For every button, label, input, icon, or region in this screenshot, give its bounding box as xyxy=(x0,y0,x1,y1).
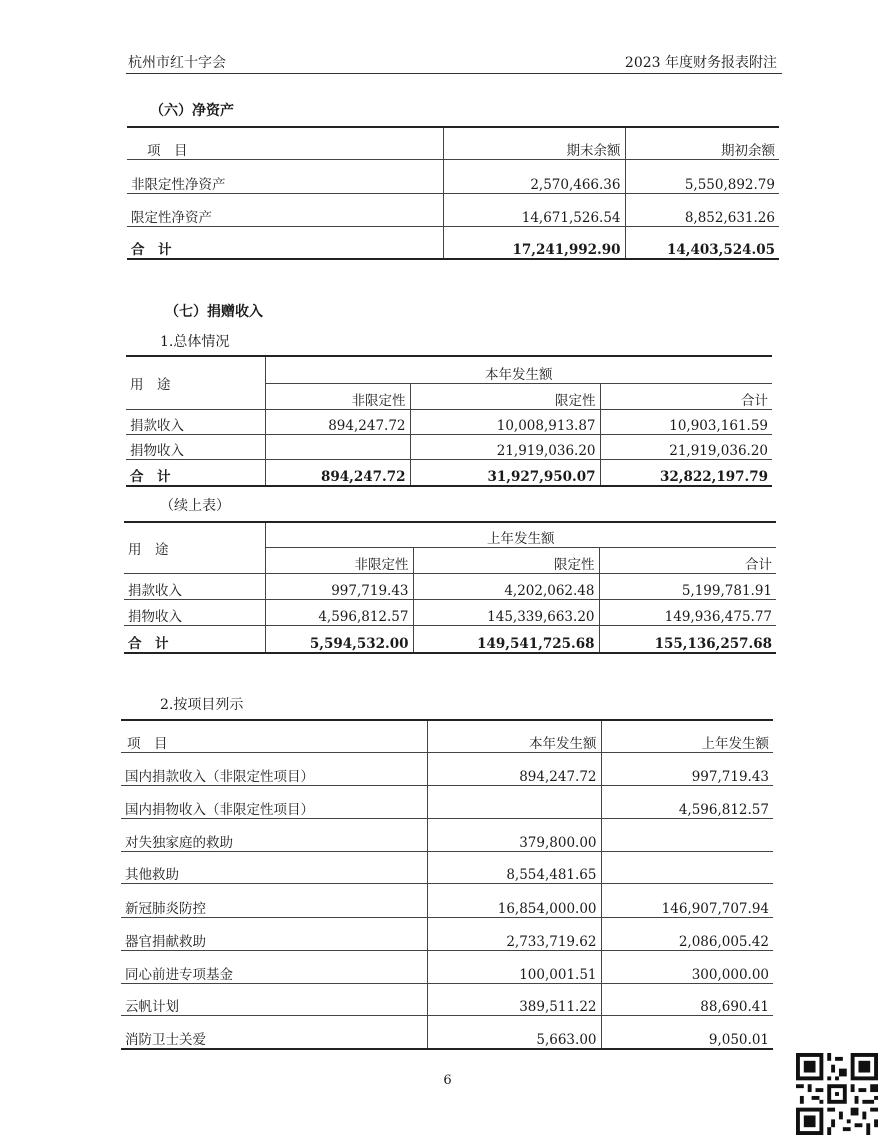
table-row xyxy=(121,1015,773,1049)
cell-value: 10,008,913.87 xyxy=(410,409,600,434)
cell-value: 14,671,526.54 xyxy=(443,193,625,226)
row-label: 消防卫士关爱 xyxy=(121,1015,427,1049)
table-row xyxy=(121,785,773,818)
qr-code-icon xyxy=(796,1053,878,1135)
column-header: 合计 xyxy=(600,383,772,409)
cell-value: 997,719.43 xyxy=(601,752,773,785)
by-project-title: 2.按项目列示 xyxy=(160,697,244,713)
table-header-row xyxy=(121,720,773,752)
table-row xyxy=(126,434,772,459)
cell-value xyxy=(427,785,601,818)
column-header: 合计 xyxy=(599,547,776,573)
cell-value: 155,136,257.68 xyxy=(599,625,776,653)
table-row xyxy=(121,818,773,851)
table-row xyxy=(121,950,773,983)
cell-value: 145,339,663.20 xyxy=(413,599,599,625)
cell-value: 21,919,036.20 xyxy=(600,434,772,459)
row-label: 新冠肺炎防控 xyxy=(121,883,427,917)
cell-value: 4,596,812.57 xyxy=(601,785,773,818)
continued-label: （续上表） xyxy=(160,498,230,514)
column-header: 项 目 xyxy=(121,720,427,752)
cell-value: 8,554,481.65 xyxy=(427,851,601,883)
column-header: 限定性 xyxy=(410,383,600,409)
row-label: 捐物收入 xyxy=(126,434,265,459)
column-header: 非限定性 xyxy=(265,547,413,573)
row-label: 国内捐物收入（非限定性项目） xyxy=(121,785,427,818)
table-row xyxy=(124,573,776,599)
header-report-title: 2023 年度财务报表附注 xyxy=(624,55,777,71)
column-header: 本年发生额 xyxy=(427,720,601,752)
cell-value: 894,247.72 xyxy=(427,752,601,785)
cell-value: 5,550,892.79 xyxy=(625,159,779,193)
total-row xyxy=(127,226,779,259)
column-header: 用 途 xyxy=(126,356,265,409)
table-row xyxy=(124,599,776,625)
cell-value: 4,202,062.48 xyxy=(413,573,599,599)
net-assets-table xyxy=(127,126,779,260)
cell-value: 9,050.01 xyxy=(601,1015,773,1049)
donation-current-table xyxy=(126,355,772,487)
row-label: 捐款收入 xyxy=(124,573,265,599)
table-header-row xyxy=(126,356,772,383)
row-label: 限定性净资产 xyxy=(127,193,443,226)
column-header: 期末余额 xyxy=(443,127,625,159)
cell-value: 5,663.00 xyxy=(427,1015,601,1049)
net-assets-title: （六）净资产 xyxy=(150,103,234,119)
overall-title: 1.总体情况 xyxy=(160,334,230,350)
donation-previous-table xyxy=(124,521,776,654)
header-rule xyxy=(126,73,782,74)
page-number: 6 xyxy=(443,1073,452,1088)
cell-value: 32,822,197.79 xyxy=(600,459,772,486)
column-header: 项 目 xyxy=(127,127,443,159)
row-label: 其他救助 xyxy=(121,851,427,883)
row-label: 捐款收入 xyxy=(126,409,265,434)
table-row xyxy=(121,851,773,883)
header-org-name: 杭州市红十字会 xyxy=(128,55,226,71)
row-label: 合 计 xyxy=(124,625,265,653)
table-row xyxy=(121,752,773,785)
donation-title: （七）捐赠收入 xyxy=(165,304,263,320)
total-row xyxy=(124,625,776,653)
cell-value: 5,199,781.91 xyxy=(599,573,776,599)
row-label: 对失独家庭的救助 xyxy=(121,818,427,851)
cell-value: 88,690.41 xyxy=(601,983,773,1015)
column-header: 用 途 xyxy=(124,522,265,573)
table-row xyxy=(121,983,773,1015)
cell-value: 17,241,992.90 xyxy=(443,226,625,259)
cell-value: 2,086,005.42 xyxy=(601,917,773,950)
cell-value: 379,800.00 xyxy=(427,818,601,851)
column-header: 限定性 xyxy=(413,547,599,573)
cell-value: 997,719.43 xyxy=(265,573,413,599)
cell-value: 10,903,161.59 xyxy=(600,409,772,434)
group-header: 上年发生额 xyxy=(265,522,776,547)
cell-value: 300,000.00 xyxy=(601,950,773,983)
row-label: 非限定性净资产 xyxy=(127,159,443,193)
total-row xyxy=(126,459,772,486)
by-project-table xyxy=(121,719,773,1050)
cell-value: 2,570,466.36 xyxy=(443,159,625,193)
cell-value: 146,907,707.94 xyxy=(601,883,773,917)
cell-value: 389,511.22 xyxy=(427,983,601,1015)
row-label: 同心前进专项基金 xyxy=(121,950,427,983)
table-row xyxy=(127,159,779,193)
row-label: 国内捐款收入（非限定性项目） xyxy=(121,752,427,785)
row-label: 合 计 xyxy=(127,226,443,259)
cell-value: 16,854,000.00 xyxy=(427,883,601,917)
column-header: 上年发生额 xyxy=(601,720,773,752)
cell-value: 31,927,950.07 xyxy=(410,459,600,486)
column-header: 期初余额 xyxy=(625,127,779,159)
table-row xyxy=(121,917,773,950)
cell-value: 5,594,532.00 xyxy=(265,625,413,653)
cell-value: 894,247.72 xyxy=(265,409,410,434)
cell-value: 2,733,719.62 xyxy=(427,917,601,950)
cell-value: 14,403,524.05 xyxy=(625,226,779,259)
table-header-row xyxy=(127,127,779,159)
cell-value: 149,936,475.77 xyxy=(599,599,776,625)
cell-value: 100,001.51 xyxy=(427,950,601,983)
row-label: 器官捐献救助 xyxy=(121,917,427,950)
group-header: 本年发生额 xyxy=(265,356,772,383)
cell-value xyxy=(601,851,773,883)
cell-value xyxy=(601,818,773,851)
row-label: 云帆计划 xyxy=(121,983,427,1015)
cell-value xyxy=(265,434,410,459)
row-label: 合 计 xyxy=(126,459,265,486)
cell-value: 149,541,725.68 xyxy=(413,625,599,653)
cell-value: 4,596,812.57 xyxy=(265,599,413,625)
cell-value: 894,247.72 xyxy=(265,459,410,486)
table-header-row xyxy=(124,522,776,547)
table-row xyxy=(127,193,779,226)
cell-value: 8,852,631.26 xyxy=(625,193,779,226)
cell-value: 21,919,036.20 xyxy=(410,434,600,459)
table-row xyxy=(121,883,773,917)
table-row xyxy=(126,409,772,434)
column-header: 非限定性 xyxy=(265,383,410,409)
row-label: 捐物收入 xyxy=(124,599,265,625)
